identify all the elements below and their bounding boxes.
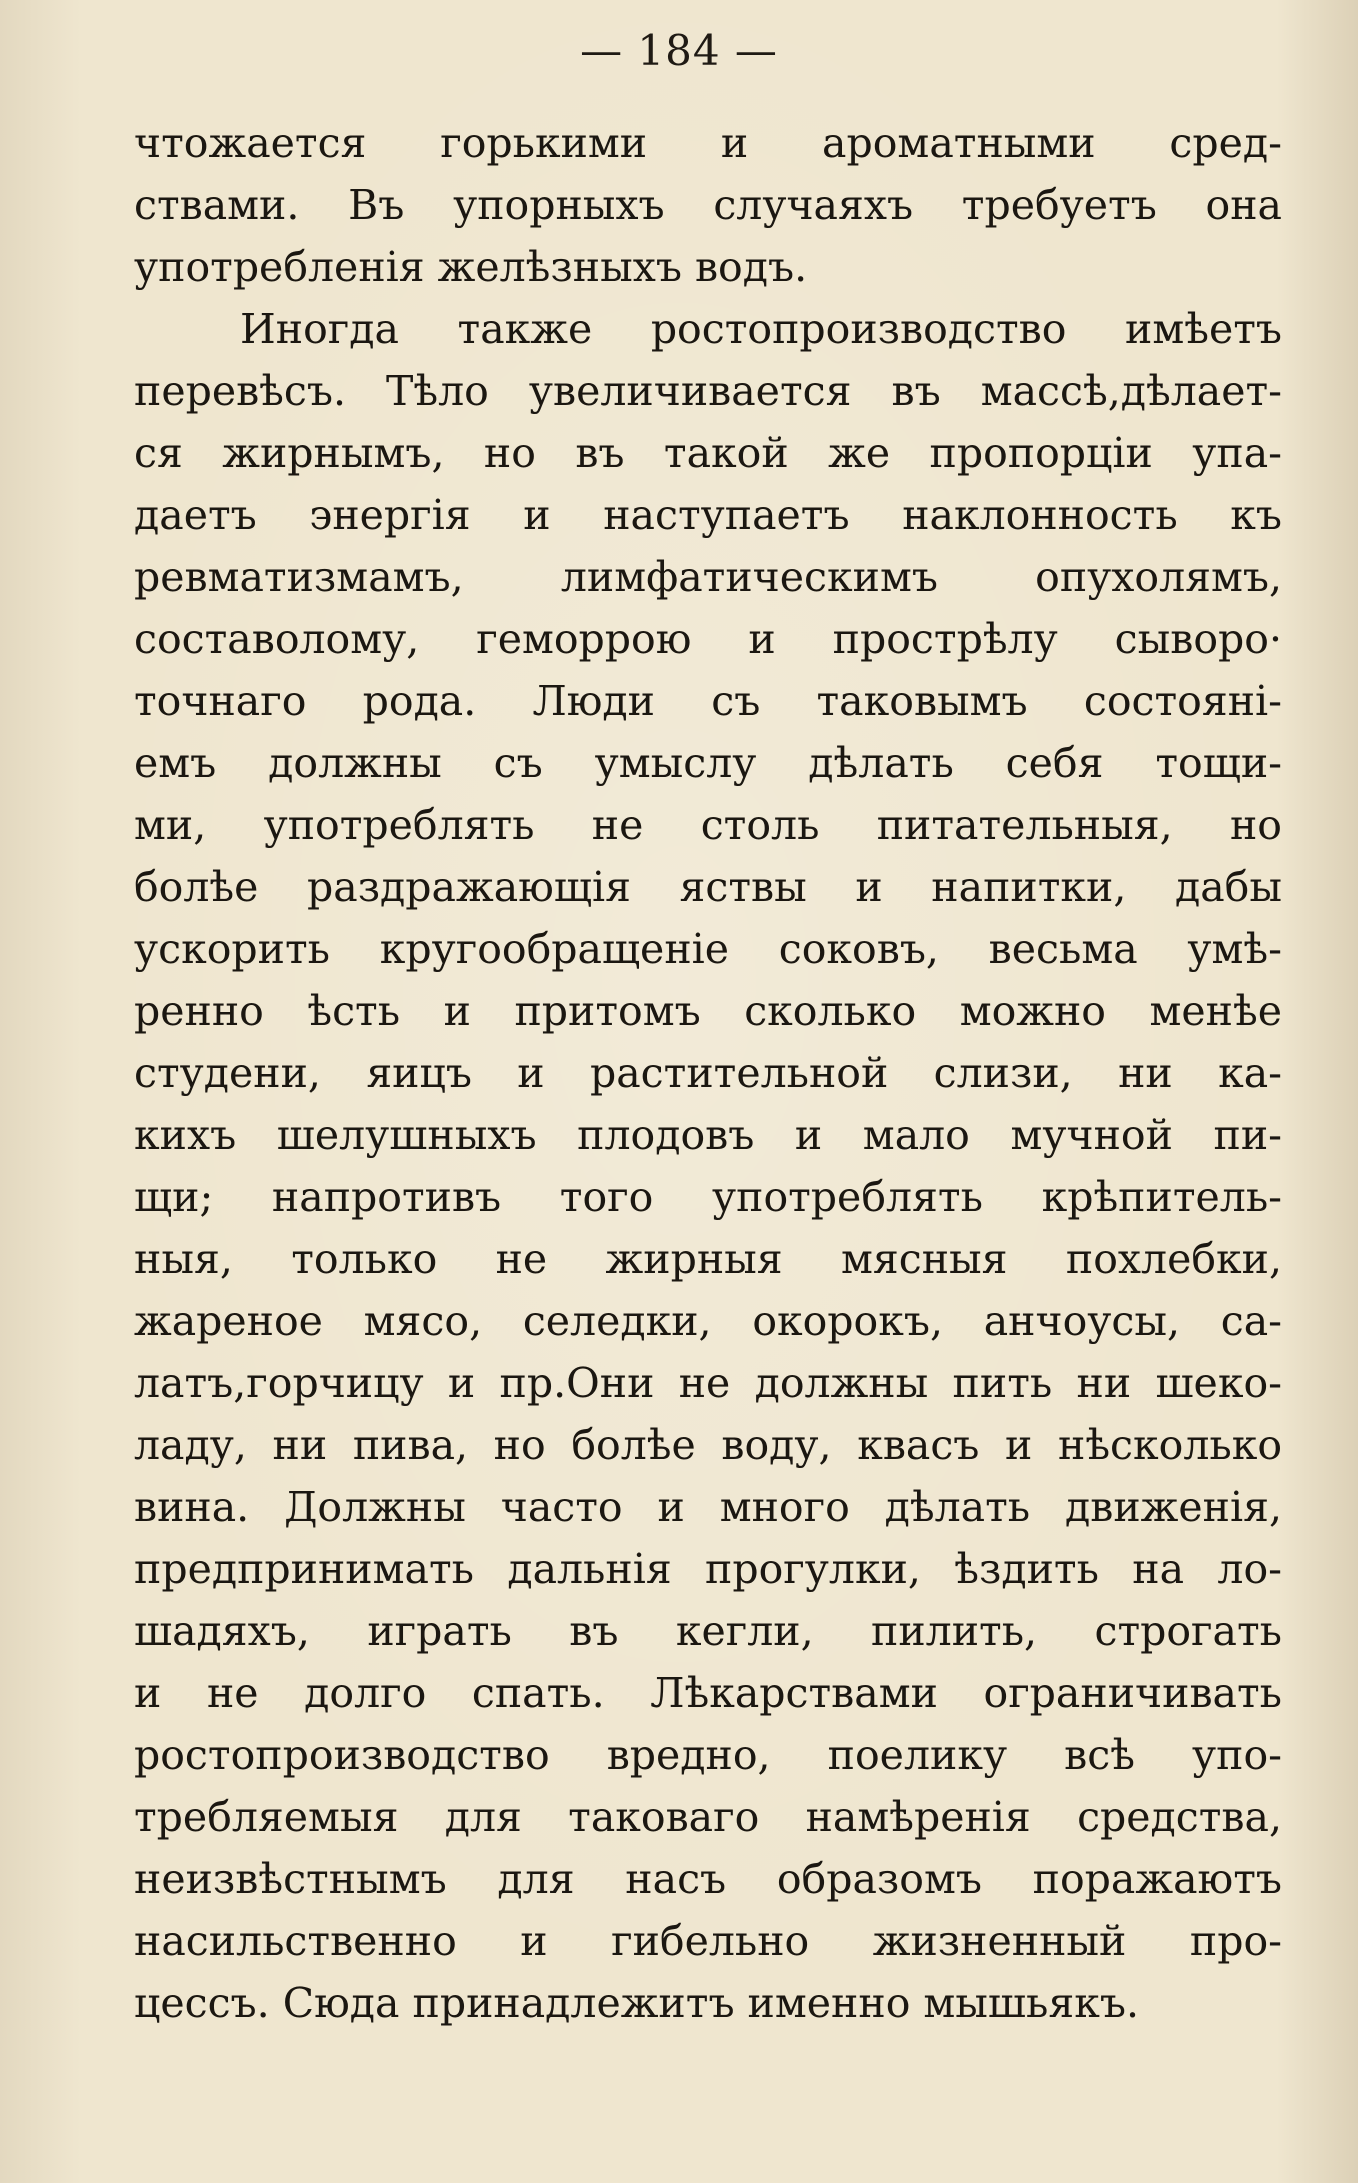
text-line: требляемыя для таковаго намѣренія средства, <box>134 1793 1282 1841</box>
text-line: чтожается горькими и ароматными сред- <box>134 119 1282 167</box>
text-line: ренно ѣсть и притомъ сколько можно менѣе <box>134 987 1282 1035</box>
text-line: ладу, ни пива, но болѣе воду, квасъ и нѣсколько <box>134 1421 1282 1469</box>
text-line: кихъ шелушныхъ плодовъ и мало мучной пи- <box>134 1111 1282 1159</box>
text-line: насильственно и гибельно жизненный про- <box>134 1917 1282 1965</box>
text-line: вина. Должны часто и много дѣлать движенія, <box>134 1483 1282 1531</box>
page-number: — 184 — <box>580 26 778 75</box>
text-line: ся жирнымъ, но въ такой же пропорціи упа- <box>134 429 1282 477</box>
text-line: Иногда также ростопроизводство имѣетъ <box>240 305 1282 353</box>
text-line: перевѣсъ. Тѣло увеличивается въ массѣ,дѣлает- <box>134 367 1282 415</box>
text-line: употребленія желѣзныхъ водъ. <box>134 243 808 291</box>
paragraph <box>134 298 1282 2034</box>
text-line: ростопроизводство вредно, поелику всѣ упо- <box>134 1731 1282 1779</box>
text-line: жареное мясо, селедки, окорокъ, анчоусы, са- <box>134 1297 1282 1345</box>
text-line: ныя, только не жирныя мясныя похлебки, <box>134 1235 1282 1283</box>
text-line: ревматизмамъ, лимфатическимъ опухолямъ, <box>134 553 1282 601</box>
text-line: ствами. Въ упорныхъ случаяхъ требуетъ она <box>134 181 1282 229</box>
text-line: емъ должны съ умыслу дѣлать себя тощи- <box>134 739 1282 787</box>
text-line: ми, употреблять не столь питательныя, но <box>134 801 1282 849</box>
text-line: составолому, геморрою и прострѣлу сыворо· <box>134 615 1282 663</box>
text-line: студени, яицъ и растительной слизи, ни ка- <box>134 1049 1282 1097</box>
text-line: точнаго рода. Люди съ таковымъ состояні- <box>134 677 1282 725</box>
text-line: шадяхъ, играть въ кегли, пилить, строгать <box>134 1607 1282 1655</box>
text-line: даетъ энергія и наступаетъ наклонность къ <box>134 491 1282 539</box>
text-line: щи; напротивъ того употреблять крѣпитель- <box>134 1173 1282 1221</box>
text-line: предпринимать дальнія прогулки, ѣздить на ло- <box>134 1545 1282 1593</box>
text-line: цессъ. Сюда принадлежитъ именно мышьякъ. <box>134 1979 1139 2027</box>
body-text <box>134 112 1282 2034</box>
text-line: неизвѣстнымъ для насъ образомъ поражаютъ <box>134 1855 1282 1903</box>
text-line: болѣе раздражающія яствы и напитки, дабы <box>134 863 1282 911</box>
paragraph <box>134 112 1282 298</box>
text-line: латъ,горчицу и пр.Они не должны пить ни шеко- <box>134 1359 1282 1407</box>
text-line: и не долго спать. Лѣкарствами ограничивать <box>134 1669 1282 1717</box>
text-line: ускорить кругообращеніе соковъ, весьма умѣ- <box>134 925 1282 973</box>
